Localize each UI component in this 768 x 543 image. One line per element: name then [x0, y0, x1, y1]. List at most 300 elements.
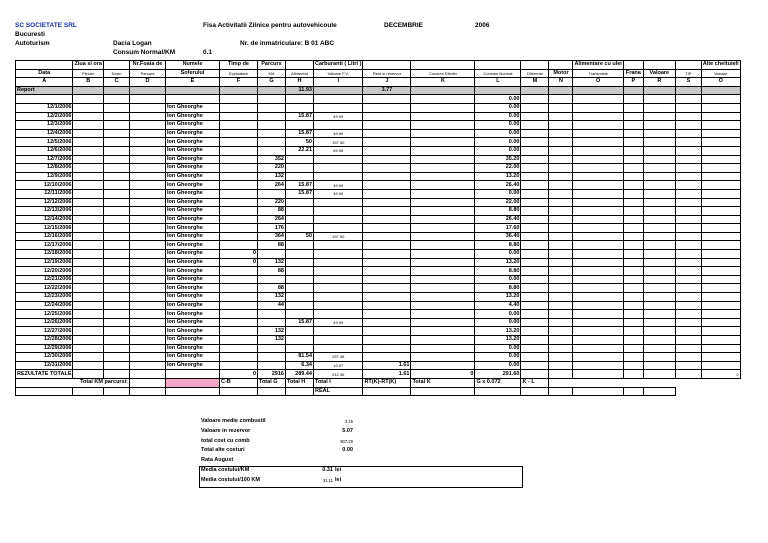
- table-cell: [104, 103, 130, 112]
- driver-cell: Ion Gheorghe: [166, 353, 220, 362]
- table-cell: [701, 181, 740, 190]
- consum-normat-cell: 0.00: [475, 344, 521, 353]
- table-cell: [675, 293, 701, 302]
- table-row: [16, 224, 741, 233]
- report-cell: [549, 86, 573, 95]
- table-cell: [104, 164, 130, 173]
- label-cb: C-B: [220, 378, 258, 387]
- table-cell: [643, 207, 675, 216]
- header-group-cell: Nr.Foaia de: [130, 61, 166, 70]
- consum-normat-cell: 13.20: [475, 258, 521, 267]
- table-cell: [573, 353, 623, 362]
- month-label: DECEMBRIE: [384, 22, 424, 29]
- table-cell: [549, 181, 573, 190]
- table-cell: [643, 95, 675, 104]
- table-cell: [521, 275, 549, 284]
- valoare-cell: 69.96: [314, 146, 363, 155]
- table-cell: [701, 318, 740, 327]
- table-cell: [573, 370, 623, 379]
- table-cell: [130, 293, 166, 302]
- table-row: [16, 146, 741, 155]
- consum-normat-cell: 0.00: [475, 146, 521, 155]
- table-cell: [701, 310, 740, 319]
- km-cell: [258, 310, 286, 319]
- valoare-cell: [314, 241, 363, 250]
- driver-cell: Ion Gheorghe: [166, 207, 220, 216]
- cost-value: 0.31: [322, 466, 333, 473]
- date-cell: 12/6/2006: [16, 146, 73, 155]
- table-cell: [623, 327, 643, 336]
- table-cell: [573, 95, 623, 104]
- alimentat-cell: [286, 327, 314, 336]
- table-cell: [411, 361, 475, 370]
- table-cell: [549, 344, 573, 353]
- header-group-cell: Numele: [166, 61, 220, 70]
- table-row: [16, 121, 741, 130]
- table-cell: [166, 95, 220, 104]
- table-cell: [701, 353, 740, 362]
- table-cell: [363, 95, 411, 104]
- table-cell: [411, 353, 475, 362]
- column-letter: P: [623, 78, 643, 87]
- valoare-cell: [314, 267, 363, 276]
- table-cell: [643, 258, 675, 267]
- valoare-cell: [314, 207, 363, 216]
- table-cell: [549, 112, 573, 121]
- valoare-cell: 49.99: [314, 189, 363, 198]
- table-cell: [166, 387, 220, 396]
- consum-normat-cell: 0.00: [475, 275, 521, 284]
- column-letter: N: [549, 78, 573, 87]
- table-cell: [411, 172, 475, 181]
- table-cell: [549, 275, 573, 284]
- summary-value: 907.29: [340, 438, 353, 444]
- report-h: 11.93: [286, 86, 314, 95]
- table-cell: [411, 293, 475, 302]
- table-cell: [411, 301, 475, 310]
- table-row: [16, 95, 741, 104]
- table-cell: [73, 327, 104, 336]
- table-cell: [73, 361, 104, 370]
- table-cell: [73, 121, 104, 130]
- table-cell: [130, 284, 166, 293]
- table-cell: [130, 318, 166, 327]
- driver-cell: Ion Gheorghe: [166, 129, 220, 138]
- table-cell: [73, 164, 104, 173]
- table-cell: [73, 284, 104, 293]
- table-cell: [675, 353, 701, 362]
- table-row: [16, 370, 741, 379]
- table-cell: [130, 224, 166, 233]
- table-cell: [73, 224, 104, 233]
- column-letter: M: [521, 78, 549, 87]
- table-cell: [701, 172, 740, 181]
- table-cell: [573, 189, 623, 198]
- table-cell: [73, 103, 104, 112]
- table-cell: [573, 284, 623, 293]
- summary-label: total cost cu comb: [201, 437, 250, 444]
- table-cell: [549, 224, 573, 233]
- header-group-cell: [643, 61, 675, 70]
- date-cell: 12/3/2006: [16, 121, 73, 130]
- valoare-cell: [314, 327, 363, 336]
- report-cell: [573, 86, 623, 95]
- alimentat-cell: [286, 224, 314, 233]
- table-row: [16, 112, 741, 121]
- alimentat-cell: 6.34: [286, 361, 314, 370]
- header-cell: TIP: [675, 69, 701, 78]
- summary-label: Total alte costuri: [201, 447, 245, 454]
- table-cell: [73, 336, 104, 345]
- alimentat-cell: [286, 121, 314, 130]
- table-cell: [521, 232, 549, 241]
- exploatare-cell: [220, 138, 258, 147]
- rest-cell: [363, 164, 411, 173]
- table-cell: [643, 344, 675, 353]
- table-cell: [130, 112, 166, 121]
- table-cell: [675, 207, 701, 216]
- table-cell: [701, 275, 740, 284]
- table-cell: [104, 198, 130, 207]
- consum-normat-cell: 13.20: [475, 336, 521, 345]
- table-cell: [549, 172, 573, 181]
- rest-cell: 1.61: [363, 361, 411, 370]
- date-cell: 12/21/2006: [16, 275, 73, 284]
- column-letter: J: [363, 78, 411, 87]
- table-cell: [521, 318, 549, 327]
- table-cell: [475, 387, 521, 396]
- table-cell: [104, 215, 130, 224]
- table-cell: [549, 370, 573, 379]
- table-row: [16, 275, 741, 284]
- table-cell: [643, 336, 675, 345]
- vehicle-type: Autoturism: [15, 40, 50, 47]
- table-cell: [104, 224, 130, 233]
- table-cell: [573, 112, 623, 121]
- table-cell: [701, 207, 740, 216]
- table-cell: [643, 310, 675, 319]
- rest-cell: [363, 198, 411, 207]
- table-cell: [643, 327, 675, 336]
- exploatare-cell: [220, 318, 258, 327]
- consum-normat-cell: 35.20: [475, 155, 521, 164]
- table-cell: [643, 353, 675, 362]
- table-cell: [521, 172, 549, 181]
- table-cell: [623, 370, 643, 379]
- table-cell: [643, 250, 675, 259]
- table-cell: [643, 267, 675, 276]
- alimentat-cell: 15.87: [286, 318, 314, 327]
- km-cell: 88: [258, 207, 286, 216]
- table-row: [16, 353, 741, 362]
- table-cell: [521, 164, 549, 173]
- table-cell: [73, 353, 104, 362]
- table-cell: [701, 121, 740, 130]
- report-cell: [130, 86, 166, 95]
- driver-cell: Ion Gheorghe: [166, 284, 220, 293]
- alimentat-cell: [286, 164, 314, 173]
- table-row: [16, 103, 741, 112]
- table-cell: [130, 207, 166, 216]
- consum-normat-cell: 13.20: [475, 327, 521, 336]
- table-cell: [701, 215, 740, 224]
- table-cell: [643, 112, 675, 121]
- table-cell: [549, 318, 573, 327]
- table-cell: [549, 215, 573, 224]
- table-cell: [701, 293, 740, 302]
- table-cell: [573, 207, 623, 216]
- report-j: 3.77: [363, 86, 411, 95]
- km-cell: [258, 112, 286, 121]
- table-cell: [701, 361, 740, 370]
- table-cell: [411, 181, 475, 190]
- table-cell: [675, 164, 701, 173]
- table-cell: [104, 207, 130, 216]
- alimentat-cell: [286, 267, 314, 276]
- table-cell: [73, 215, 104, 224]
- table-cell: [411, 387, 475, 396]
- rest-cell: [363, 129, 411, 138]
- consumption-value: 0.1: [203, 49, 213, 56]
- table-cell: [675, 95, 701, 104]
- table-cell: [623, 181, 643, 190]
- valoare-cell: 49.99: [314, 181, 363, 190]
- table-cell: [643, 181, 675, 190]
- table-cell: [675, 129, 701, 138]
- exploatare-cell: [220, 327, 258, 336]
- year-label: 2006: [475, 22, 490, 29]
- consum-normat-cell: 22.00: [475, 198, 521, 207]
- alimentat-cell: [286, 198, 314, 207]
- date-cell: 12/27/2006: [16, 327, 73, 336]
- consum-normat-cell: 0.00: [475, 361, 521, 370]
- consum-normat-cell: 0.00: [475, 310, 521, 319]
- table-cell: [521, 293, 549, 302]
- table-cell: [521, 310, 549, 319]
- table-row: [16, 61, 741, 70]
- rest-cell: [363, 121, 411, 130]
- table-cell: [104, 275, 130, 284]
- driver-cell: Ion Gheorghe: [166, 361, 220, 370]
- table-cell: [73, 198, 104, 207]
- km-cell: [258, 361, 286, 370]
- table-cell: [104, 146, 130, 155]
- exploatare-cell: [220, 224, 258, 233]
- table-cell: [573, 215, 623, 224]
- table-cell: [549, 336, 573, 345]
- km-cell: 132: [258, 293, 286, 302]
- table-cell: [643, 164, 675, 173]
- table-cell: [411, 241, 475, 250]
- header-group-cell: [16, 61, 73, 70]
- consum-normat-cell: 0.00: [475, 112, 521, 121]
- table-cell: [411, 129, 475, 138]
- table-cell: [104, 344, 130, 353]
- header-group-cell: Parcurs: [258, 61, 286, 70]
- table-cell: [573, 310, 623, 319]
- driver-cell: Ion Gheorghe: [166, 215, 220, 224]
- driver-cell: Ion Gheorghe: [166, 103, 220, 112]
- valoare-cell: [314, 275, 363, 284]
- date-cell: 12/13/2006: [16, 207, 73, 216]
- table-cell: [623, 172, 643, 181]
- date-cell: 12/28/2006: [16, 336, 73, 345]
- table-cell: [675, 284, 701, 293]
- driver-cell: Ion Gheorghe: [166, 301, 220, 310]
- table-cell: [549, 293, 573, 302]
- table-row: [16, 310, 741, 319]
- table-cell: [73, 241, 104, 250]
- table-cell: [643, 275, 675, 284]
- table-cell: [411, 138, 475, 147]
- table-cell: [675, 112, 701, 121]
- registration-number: Nr. de inmatriculare: B 01 ABC: [240, 40, 335, 47]
- table-cell: [549, 95, 573, 104]
- table-cell: [643, 138, 675, 147]
- table-cell: [411, 232, 475, 241]
- km-cell: [258, 353, 286, 362]
- table-cell: [623, 258, 643, 267]
- table-cell: [521, 241, 549, 250]
- table-cell: [521, 198, 549, 207]
- table-cell: [701, 267, 740, 276]
- table-cell: [573, 336, 623, 345]
- rest-cell: [363, 215, 411, 224]
- table-cell: [623, 344, 643, 353]
- report-cell: [258, 86, 286, 95]
- table-cell: [73, 181, 104, 190]
- report-cell: [643, 86, 675, 95]
- table-cell: [549, 241, 573, 250]
- alimentat-cell: [286, 284, 314, 293]
- rest-cell: [363, 207, 411, 216]
- rest-cell: [363, 310, 411, 319]
- table-cell: [521, 284, 549, 293]
- report-cell: [521, 86, 549, 95]
- table-cell: [675, 275, 701, 284]
- table-cell: [643, 129, 675, 138]
- valoare-cell: [314, 164, 363, 173]
- table-cell: [573, 121, 623, 130]
- label-tg: Total G: [258, 378, 286, 387]
- driver-cell: Ion Gheorghe: [166, 293, 220, 302]
- column-letter: K: [411, 78, 475, 87]
- consum-normat-cell: 26.40: [475, 215, 521, 224]
- exploatare-cell: [220, 129, 258, 138]
- consum-normat-cell: 8.80: [475, 207, 521, 216]
- table-cell: [73, 267, 104, 276]
- cost-unit: lei: [335, 476, 342, 483]
- header-group-cell: Ziua si ora: [74, 61, 102, 68]
- exploatare-cell: [220, 189, 258, 198]
- rest-cell: [363, 301, 411, 310]
- table-cell: [643, 361, 675, 370]
- table-row: [16, 361, 741, 370]
- report-cell: [701, 86, 740, 95]
- exploatare-cell: [220, 284, 258, 293]
- driver-cell: Ion Gheorghe: [166, 121, 220, 130]
- header-group-cell: [411, 61, 475, 70]
- date-cell: 12/18/2006: [16, 250, 73, 259]
- table-cell: [573, 344, 623, 353]
- km-cell: [258, 138, 286, 147]
- table-cell: [573, 250, 623, 259]
- table-row: [16, 164, 741, 173]
- label-rt: RT(K)-RT(K): [363, 378, 411, 387]
- header-cell: Exploatare: [220, 69, 258, 78]
- report-cell: [623, 86, 643, 95]
- report-cell: [220, 86, 258, 95]
- rest-cell: [363, 181, 411, 190]
- table-cell: [675, 241, 701, 250]
- alimentat-cell: 15.87: [286, 112, 314, 121]
- date-cell: 12/31/2006: [16, 361, 73, 370]
- exploatare-cell: [220, 146, 258, 155]
- table-cell: [521, 250, 549, 259]
- table-cell: [411, 318, 475, 327]
- table-cell: [130, 241, 166, 250]
- driver-cell: Ion Gheorghe: [166, 198, 220, 207]
- consum-normat-cell: 0.00: [475, 138, 521, 147]
- valoare-cell: 257.48: [314, 353, 363, 362]
- alimentat-cell: [286, 155, 314, 164]
- driver-cell: Ion Gheorghe: [166, 172, 220, 181]
- exploatare-cell: 0: [220, 258, 258, 267]
- table-cell: [701, 155, 740, 164]
- table-cell: [73, 250, 104, 259]
- valoare-cell: [314, 344, 363, 353]
- date-cell: 12/29/2006: [16, 344, 73, 353]
- table-cell: [104, 318, 130, 327]
- km-cell: 88: [258, 267, 286, 276]
- date-cell: 12/12/2006: [16, 198, 73, 207]
- table-cell: [573, 241, 623, 250]
- table-cell: [411, 344, 475, 353]
- alimentat-cell: [286, 301, 314, 310]
- table-cell: [675, 146, 701, 155]
- table-cell: [286, 387, 314, 396]
- table-cell: [701, 284, 740, 293]
- table-cell: [73, 95, 104, 104]
- consum-normat-cell: 0.00: [475, 103, 521, 112]
- consum-normat-cell: 0.00: [475, 189, 521, 198]
- table-row: [16, 181, 741, 190]
- table-cell: [675, 172, 701, 181]
- table-cell: [314, 95, 363, 104]
- table-cell: [675, 361, 701, 370]
- table-cell: [130, 361, 166, 370]
- consum-normat-cell: 4.40: [475, 301, 521, 310]
- rest-cell: [363, 155, 411, 164]
- km-cell: 132: [258, 258, 286, 267]
- alimentat-cell: [286, 293, 314, 302]
- summary-value: 0.00: [342, 447, 353, 454]
- table-row: [16, 336, 741, 345]
- table-cell: [73, 318, 104, 327]
- rest-cell: [363, 318, 411, 327]
- table-row: [16, 86, 741, 95]
- table-cell: [573, 267, 623, 276]
- driver-cell: Ion Gheorghe: [166, 232, 220, 241]
- table-cell: [521, 138, 549, 147]
- header-group-cell: [286, 61, 314, 70]
- consum-normat-cell: 0.00: [475, 318, 521, 327]
- table-cell: [130, 258, 166, 267]
- cost-label: Media costului/KM: [201, 466, 250, 473]
- table-cell: [411, 327, 475, 336]
- table-row: [16, 258, 741, 267]
- header-cell: Diferente: [521, 69, 549, 78]
